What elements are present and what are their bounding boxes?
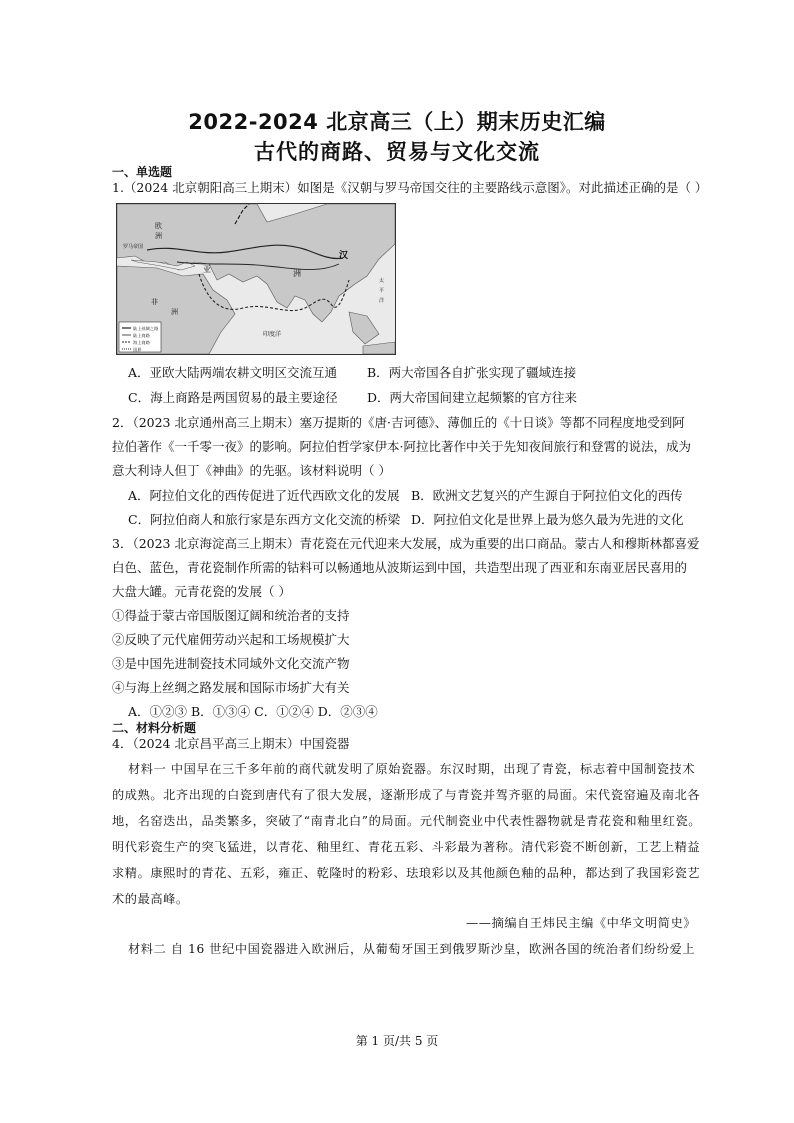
- section-heading-material-analysis: 二、材料分析题: [112, 721, 197, 735]
- question-2-line-2: 拉伯著作《一千零一夜》的影响。阿拉伯哲学家伊本·阿拉比著作中关于先知夜间旅行和登霄的说法，成为: [112, 439, 691, 454]
- material-1-line-4: 明代彩瓷生产的突飞猛进，以青花、釉里红、青花五彩、斗彩最为著称。清代彩瓷不断创新，工艺上精益: [112, 840, 701, 854]
- question-2-line-1: 2．（2023 北京通州高三上期末）塞万提斯的《唐·吉诃德》、薄伽丘的《十日谈》等都不同程度地受到阿: [112, 415, 685, 430]
- question-3-item-3: ③是中国先进制瓷技术同域外文化交流产物: [112, 656, 350, 671]
- page-number: 第 1 页/共 5 页: [355, 1034, 439, 1048]
- question-2-option-a: A．阿拉伯文化的西传促进了近代西欧文化的发展: [128, 488, 400, 503]
- map-label-africa-2: 洲: [171, 308, 178, 316]
- map-label-africa: 非: [151, 298, 158, 306]
- page-title: 2022-2024 北京高三（上）期末历史汇编: [188, 110, 606, 134]
- map-label-asia-2: 洲: [293, 269, 301, 278]
- question-2-option-d: D．阿拉伯文化是世界上最为悠久最为先进的文化: [411, 512, 684, 527]
- map-label-europe: 欧: [155, 222, 162, 230]
- question-3-item-2: ②反映了元代雇佣劳动兴起和工场规模扩大: [112, 632, 350, 647]
- question-1-option-c: C．海上商路是两国贸易的最主要途径: [128, 390, 338, 405]
- question-2-line-3: 意大利诗人但丁《神曲》的先驱。该材料说明（ ）: [112, 463, 391, 478]
- map-label-pacific-3: 洋: [379, 298, 385, 304]
- question-3-item-4: ④与海上丝绸之路发展和国际市场扩大有关: [112, 680, 350, 695]
- question-2-option-b: B．欧洲文艺复兴的产生源自于阿拉伯文化的西传: [411, 488, 683, 503]
- page-subtitle: 古代的商路、贸易与文化交流: [254, 140, 540, 164]
- question-1-option-b: B．两大帝国各自扩张实现了疆域连接: [367, 365, 577, 380]
- material-1-line-5: 求精。康熙时的青花、五彩，雍正、乾隆时的粉彩、珐琅彩以及其他颜色釉的品种，都达到了我国彩瓷艺: [112, 866, 701, 880]
- material-1-line-2: 的成熟。北齐出现的白瓷到唐代有了很大发展，逐渐形成了与青瓷并驾齐驱的局面。宋代瓷窑遍及南北各: [112, 788, 701, 802]
- material-1-source: ——摘编自王炜民主编《中华文明简史》: [466, 916, 697, 930]
- map-label-rome: 罗马帝国: [123, 244, 144, 250]
- material-1-line-3: 地，名窑迭出，品类繁多，突破了“南青北白”的局面。元代制瓷业中代表性器物就是青花瓷和釉里红瓷。: [112, 814, 702, 828]
- question-3-line-3: 大盘大罐。元青花瓷的发展（ ）: [112, 584, 291, 599]
- legend-border-label: 国界: [133, 347, 142, 352]
- map-label-indian-ocean: 印度洋: [263, 331, 282, 338]
- legend-sea-route-label: 海上商路: [133, 340, 150, 345]
- material-2-line-1: 材料二 自 16 世纪中国瓷器进入欧洲后，从葡萄牙国王到俄罗斯沙皇，欧洲各国的统治者们纷纷爱上: [128, 942, 696, 956]
- section-heading-single-choice: 一、单选题: [112, 165, 173, 179]
- material-1-line-6: 术的最高峰。: [112, 892, 189, 906]
- map-label-pacific-1: 太: [379, 278, 385, 284]
- question-1-stem: 1.（2024 北京朝阳高三上期末）如图是《汉朝与罗马帝国交往的主要路线示意图》。对此描述正确的是（ ）: [112, 180, 708, 195]
- legend-land-route-label: 陆上商路: [133, 333, 150, 338]
- han-rome-route-map: [116, 203, 396, 355]
- question-1-option-d: D．两大帝国间建立起频繁的官方往来: [367, 390, 578, 405]
- question-3-options: A．①②③ B．①③④ C．①②④ D．②③④: [128, 704, 378, 719]
- question-3-line-1: 3．（2023 北京海淀高三上期末）青花瓷在元代迎来大发展，成为重要的出口商品。蒙古人和穆斯林都喜爱: [112, 536, 700, 551]
- map-label-europe-2: 洲: [155, 232, 162, 240]
- map-label-pacific-2: 平: [379, 288, 385, 294]
- legend-silk-road-label: 陆上丝绸之路: [133, 326, 159, 331]
- question-2-option-c: C．阿拉伯商人和旅行家是东西方文化交流的桥梁: [128, 512, 401, 527]
- question-4-stem: 4．（2024 北京昌平高三上期末）中国瓷器: [112, 736, 350, 751]
- material-1-line-1: 材料一 中国早在三千多年前的商代就发明了原始瓷器。东汉时期，出现了青瓷，标志着中国制瓷技术: [128, 762, 696, 776]
- question-3-item-1: ①得益于蒙古帝国版图辽阔和统治者的支持: [112, 608, 350, 623]
- question-3-line-2: 白色、蓝色，青花瓷制作所需的钴料可以畅通地从波斯运到中国，共造型出现了西亚和东南亚居民喜用的: [112, 560, 688, 575]
- map-label-asia: 亚: [203, 265, 211, 274]
- question-1-option-a: A．亚欧大陆两端农耕文明区交流互通: [128, 365, 338, 380]
- map-label-han: 汉: [339, 251, 349, 261]
